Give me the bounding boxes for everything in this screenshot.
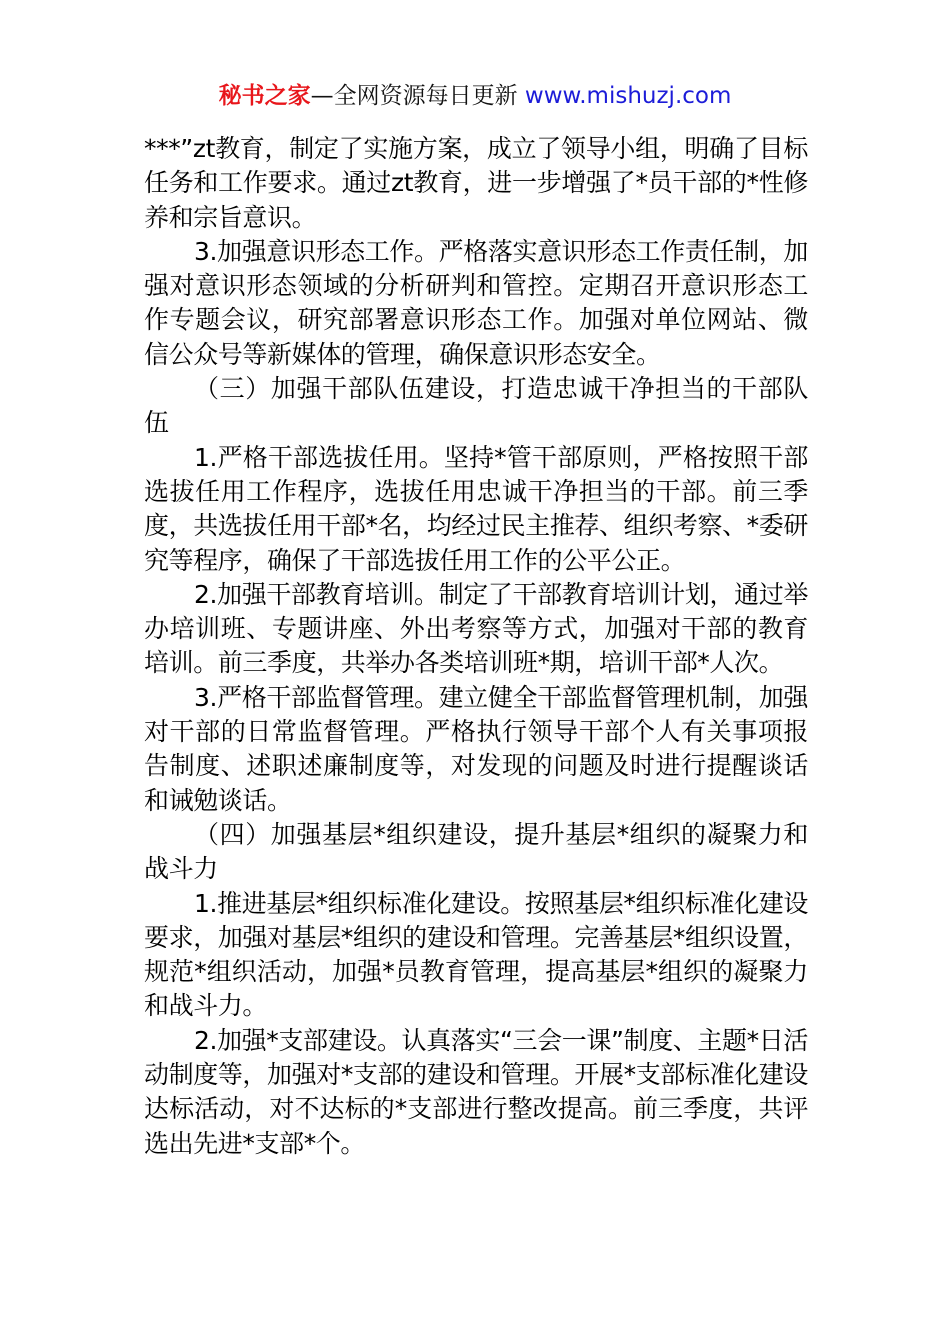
section-heading-grassroots: （四）加强基层*组织建设，提升基层*组织的凝聚力和战斗力 (144, 819, 808, 884)
document-body (144, 132, 808, 1161)
site-header (0, 80, 950, 112)
section-heading-cadre-team: （三）加强干部队伍建设，打造忠诚干净担当的干部队伍 (144, 374, 808, 438)
paragraph-standardization: 1.推进基层*组织标准化建设。按照基层*组织标准化建设要求，加强对基层*组织的建设和管理。完善基层*组织设置，规范*组织活动，加强*员教育管理，提高基层*组织的凝聚力和战斗力。 (144, 888, 808, 1021)
paragraph-continuation: ***”zt教育，制定了实施方案，成立了领导小组，明确了目标任务和工作要求。通过zt教育，进一步增强了*员干部的*性修养和宗旨意识。 (144, 134, 808, 232)
paragraph-cadre-selection: 1.严格干部选拔任用。坚持*管干部原则，严格按照干部选拔任用工作程序，选拔任用忠诚干净担当的干部。前三季度，共选拔任用干部*名，均经过民主推荐、组织考察、*委研究等程序，确保了干部选拔任用工作的公平公正。 (144, 442, 808, 575)
paragraph-ideology-work: 3.加强意识形态工作。严格落实意识形态工作责任制，加强对意识形态领域的分析研判和管控。定期召开意识形态工作专题会议，研究部署意识形态工作。加强对单位网站、微信公众号等新媒体的管理，确保意识形态安全。 (144, 236, 808, 369)
brand-name: 秘书之家 (218, 83, 311, 109)
site-url-link[interactable]: www.mishuzj.com (524, 83, 732, 109)
site-tagline: —全网资源每日更新 (310, 83, 518, 109)
paragraph-branch-building: 2.加强*支部建设。认真落实“三会一课”制度、主题*日活动制度等，加强对*支部的建设和管理。开展*支部标准化建设达标活动，对不达标的*支部进行整改提高。前三季度，共评选出先进*支部*个。 (144, 1025, 808, 1158)
paragraph-cadre-supervision: 3.严格干部监督管理。建立健全干部监督管理机制，加强对干部的日常监督管理。严格执行领导干部个人有关事项报告制度、述职述廉制度等，对发现的问题及时进行提醒谈话和诫勉谈话。 (144, 682, 808, 815)
paragraph-cadre-training: 2.加强干部教育培训。制定了干部教育培训计划，通过举办培训班、专题讲座、外出考察等方式，加强对干部的教育培训。前三季度，共举办各类培训班*期，培训干部*人次。 (144, 579, 808, 678)
